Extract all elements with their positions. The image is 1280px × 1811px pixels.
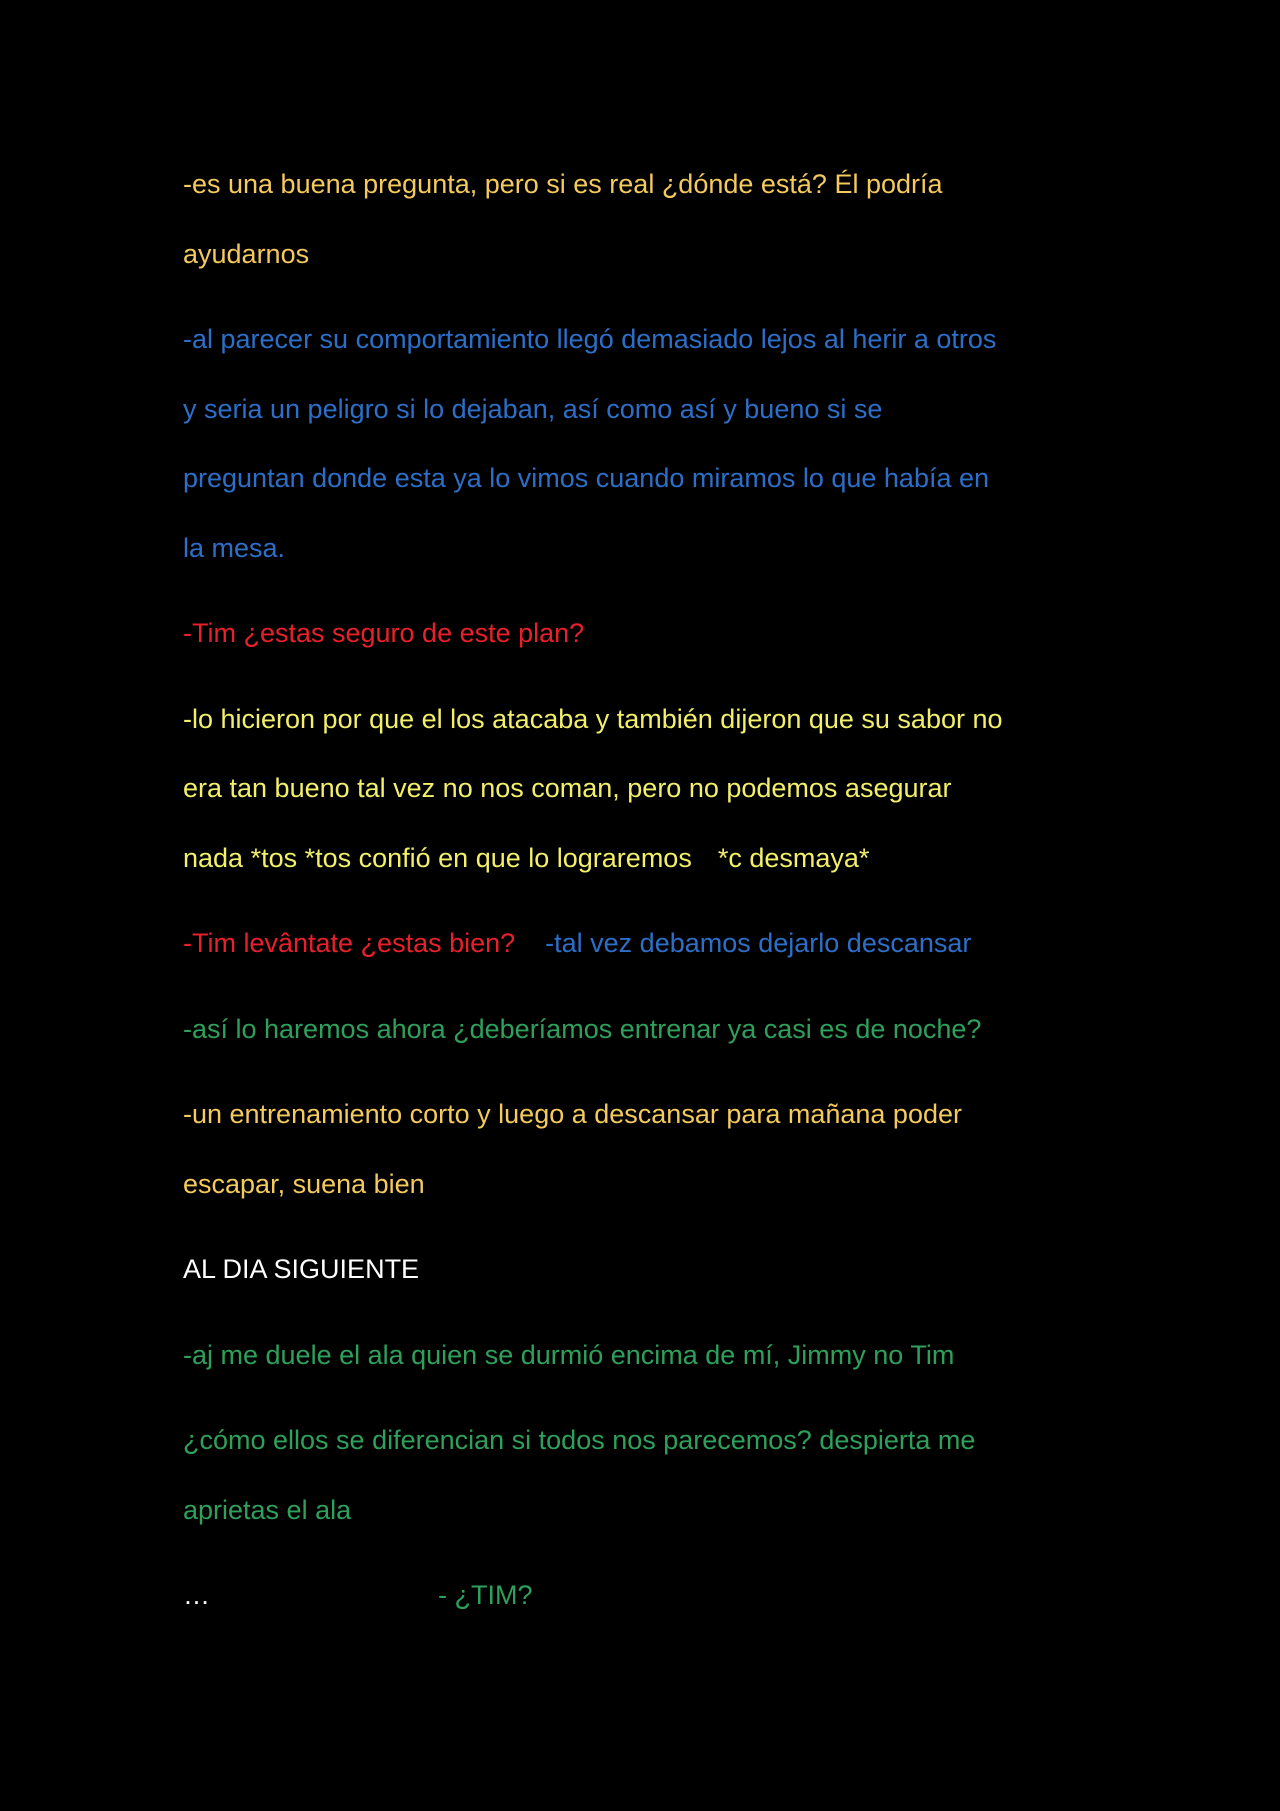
- action-text: *c desmaya*: [717, 842, 870, 873]
- text-line-two-speakers: [183, 909, 1103, 979]
- story-text: [183, 150, 1103, 1647]
- text-line: -es una buena pregunta, pero si es real ¿dónde está? Él podría: [183, 169, 943, 199]
- paragraph-3: [183, 599, 1103, 669]
- text-line: -lo hicieron por que el los atacaba y también dijeron que su sabor no: [183, 703, 1003, 734]
- text-line: escapar, suena bien: [183, 1168, 425, 1199]
- paragraph-5: [183, 909, 1103, 979]
- section-heading: [183, 1235, 1103, 1305]
- paragraph-1: [183, 150, 1103, 289]
- paragraph-4: [183, 685, 1103, 894]
- text-line: era tan bueno tal vez no nos coman, pero no podemos asegurar: [183, 773, 952, 803]
- text-line: -Tim ¿estas seguro de este plan?: [183, 618, 585, 648]
- paragraph-10: [183, 1406, 1103, 1545]
- text-line: -un entrenamiento corto y luego a descansar para mañana poder: [183, 1099, 962, 1129]
- speaker-red-text: -Tim levântate ¿estas bien?: [183, 928, 516, 958]
- ellipsis-text: …: [183, 1580, 210, 1610]
- text-line-call: [183, 1561, 1103, 1631]
- text-line: ¿cómo ellos se diferencian si todos nos parecemos? despierta me: [183, 1425, 976, 1455]
- paragraph-7: [183, 1080, 1103, 1219]
- text-fragment: nada *tos *tos confió en que lo lograremos: [183, 842, 692, 873]
- paragraph-6: [183, 995, 1103, 1065]
- text-line: -así lo haremos ahora ¿deberíamos entrenar ya casi es de noche?: [183, 1013, 982, 1044]
- speaker-blue-text: -tal vez debamos dejarlo descansar: [545, 928, 972, 958]
- call-text: - ¿TIM?: [438, 1580, 533, 1610]
- text-line: aprietas el ala: [183, 1494, 352, 1525]
- paragraph-9: [183, 1321, 1103, 1391]
- text-line: AL DIA SIGUIENTE: [183, 1254, 420, 1284]
- paragraph-11: [183, 1561, 1103, 1631]
- text-line: la mesa.: [183, 532, 286, 563]
- text-line: -al parecer su comportamiento llegó demasiado lejos al herir a otros: [183, 324, 997, 354]
- text-line: y seria un peligro si lo dejaban, así como así y bueno si se: [183, 393, 883, 424]
- text-line: -aj me duele el ala quien se durmió encima de mí, Jimmy no Tim: [183, 1339, 955, 1370]
- text-line: preguntan donde esta ya lo vimos cuando miramos lo que había en: [183, 463, 990, 493]
- text-line-with-action: [183, 824, 1103, 894]
- paragraph-2: [183, 305, 1103, 583]
- text-line: ayudarnos: [183, 238, 310, 269]
